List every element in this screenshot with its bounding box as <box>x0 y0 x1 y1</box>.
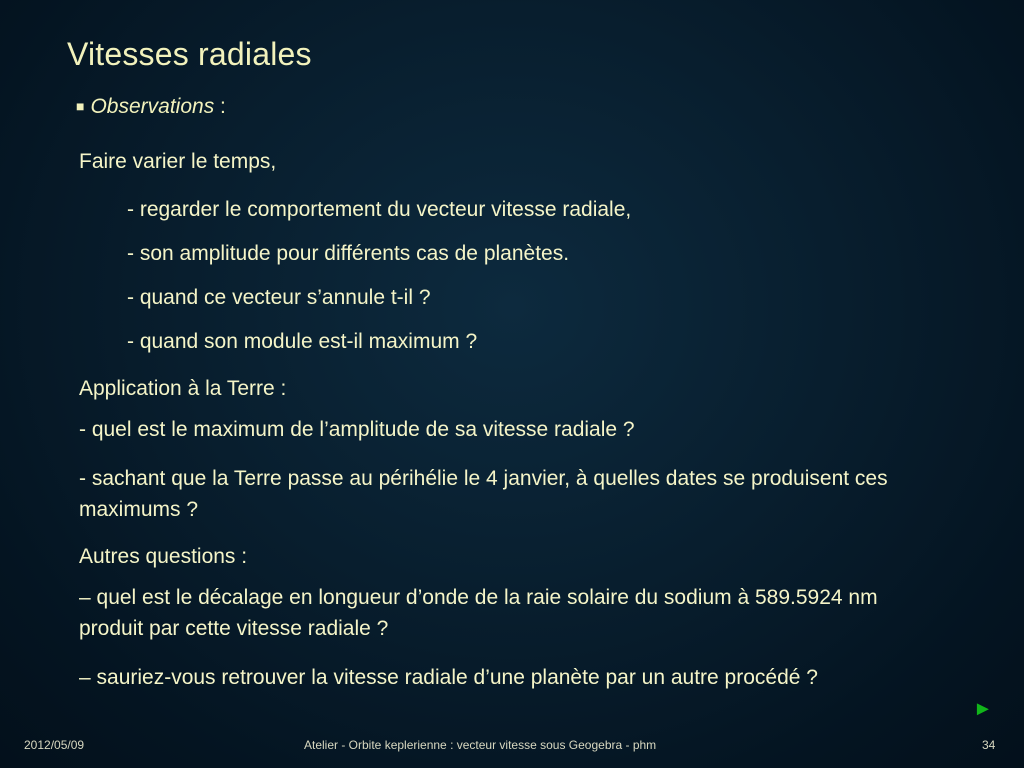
section-heading <box>76 95 226 119</box>
other-heading: Autres questions : <box>79 545 248 568</box>
other-question: – quel est le décalage en longueur d’onde de la raie solaire du sodium à 589.5924 nm produit par cette vitesse radiale ? <box>79 586 878 640</box>
footer-caption: Atelier - Orbite keplerienne : vecteur vitesse sous Geogebra - phm <box>304 738 657 752</box>
observation-item: - regarder le comportement du vecteur vitesse radiale, <box>127 198 632 221</box>
observation-item: - quand son module est-il maximum ? <box>127 330 478 353</box>
observation-item: - son amplitude pour différents cas de planètes. <box>127 242 570 265</box>
other-question: – sauriez-vous retrouver la vitesse radiale d’une planète par un autre procédé ? <box>79 666 818 689</box>
observations-intro: Faire varier le temps, <box>79 150 277 173</box>
earth-question: - quel est le maximum de l’amplitude de sa vitesse radiale ? <box>79 418 635 441</box>
section-suffix: : <box>214 95 226 118</box>
earth-heading: Application à la Terre : <box>79 377 287 400</box>
footer-date: 2012/05/09 <box>24 738 85 752</box>
section-label: Observations <box>90 95 215 118</box>
square-bullet-icon: ■ <box>76 98 85 114</box>
earth-question: - sachant que la Terre passe au périhélie le 4 janvier, à quelles dates se produisent ces maximums ? <box>79 467 888 521</box>
observation-item: - quand ce vecteur s’annule t-il ? <box>127 286 431 309</box>
page-number: 34 <box>982 738 996 752</box>
next-slide-button[interactable]: ► <box>973 698 993 720</box>
slide-title: Vitesses radiales <box>67 36 312 72</box>
